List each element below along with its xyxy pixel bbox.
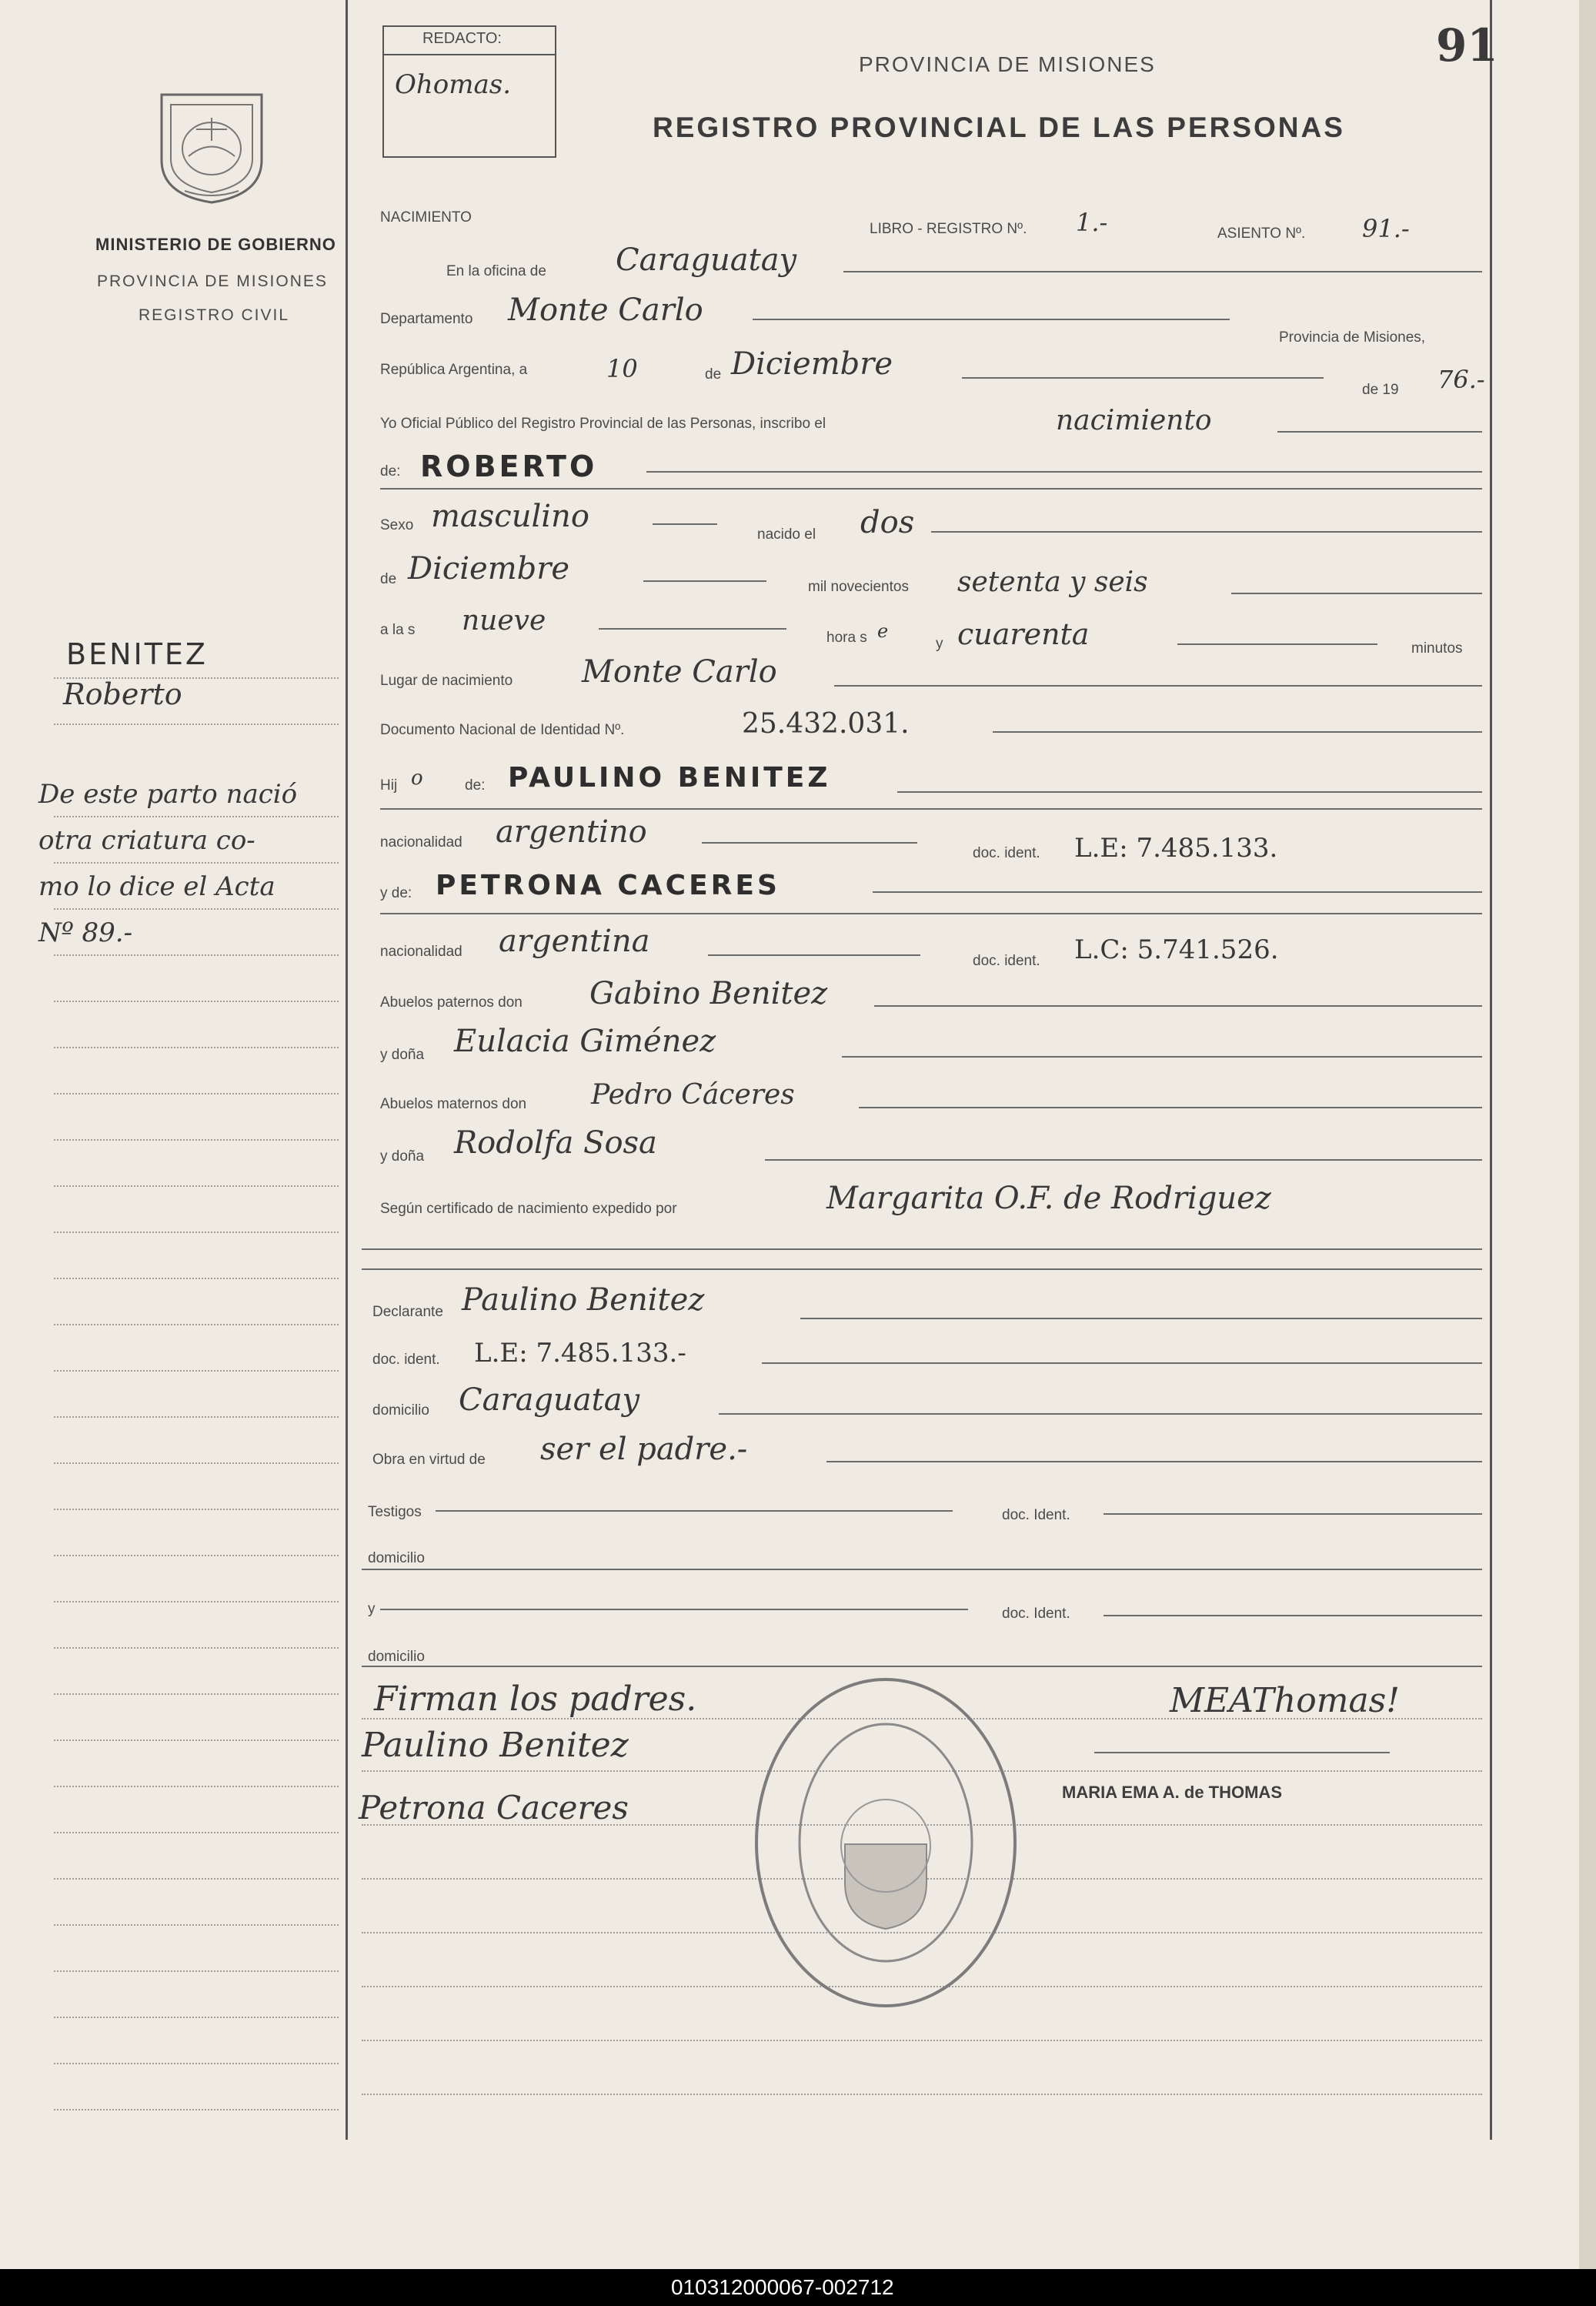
footer-code: 010312000067-002712 [671,2275,894,2299]
margin-dots-18 [54,1509,339,1510]
padre-rule-2 [380,808,1482,810]
documento-label: Documento Nacional de Identidad Nº. [380,722,625,738]
libro-label: LIBRO - REGISTRO Nº. [870,221,1027,237]
de-nombre-label: de: [380,463,401,480]
margin-dots-10 [54,1139,339,1141]
margin-dots-20 [54,1601,339,1603]
footer-strip [0,2269,1596,2306]
margin-note-line-3: mo lo dice el Acta [38,871,275,902]
hijo-suffix: o [411,767,423,790]
margin-dots-7 [54,1001,339,1002]
departamento-value: Monte Carlo [508,292,703,328]
testigo1-domicilio-label: domicilio [368,1550,425,1566]
abuela-materna-value: Rodolfa Sosa [454,1125,657,1161]
mother-signature: Petrona Caceres [359,1789,629,1826]
minutos-rule [1177,643,1377,645]
sig-dots-7 [362,2040,1482,2041]
provincia-misiones-label: Provincia de Misiones, [1279,329,1426,346]
mil-novecientos-label: mil novecientos [808,579,909,595]
nacido-label: nacido el [757,526,816,543]
inscribo-rule [1277,431,1482,433]
abuelos-maternos-label: Abuelos maternos don [380,1096,527,1112]
y-de-label: y de: [380,885,412,901]
margin-note-line-4: Nº 89.- [38,917,133,948]
margin-dots-4 [54,862,339,864]
madre-nacionalidad-label: nacionalidad [380,944,462,960]
oficina-rule [843,271,1482,272]
margin-dots-12 [54,1232,339,1233]
official-name: MARIA EMA A. de THOMAS [1062,1783,1282,1802]
madre-rule-2 [380,913,1482,914]
madre-rule [873,891,1482,893]
left-province-label: PROVINCIA DE MISIONES [97,272,328,290]
padre-nacionalidad-label: nacionalidad [380,834,462,851]
a-las-label: a la s [380,622,416,638]
obra-value: ser el padre.- [540,1432,748,1467]
testigo2-domicilio-label: domicilio [368,1649,425,1665]
dia-value: 10 [606,354,638,383]
declarante-label: Declarante [372,1304,443,1320]
domicilio-label: domicilio [372,1402,429,1419]
nacido-anio-value: setenta y seis [957,566,1148,598]
firman-text: Firman los padres. [374,1679,697,1719]
dni-rule [993,731,1482,733]
anio-value: 76.- [1437,365,1485,394]
margin-dots-24 [54,1786,339,1787]
madre-doc-label: doc. ident. [973,953,1040,969]
testigos-doc-label: doc. Ident. [1002,1507,1070,1523]
official-sig-rule [1094,1752,1390,1753]
abuela-paterna-rule [842,1056,1482,1058]
nacido-mes-rule [643,580,766,582]
obra-label: Obra en virtud de [372,1452,486,1468]
madre-doc-value: L.C: 5.741.526. [1074,934,1279,965]
minutos-value: cuarenta [957,617,1090,651]
hijo-de-label: de: [465,777,486,794]
official-signature: MEAThomas! [1170,1681,1400,1720]
padre-rule [897,791,1482,793]
margin-name: Roberto [63,677,182,711]
madre-nacionalidad-rule [708,954,920,956]
padre-nacionalidad-value: argentino [496,814,647,850]
minutos-label: minutos [1411,640,1463,657]
nombre-rule-2 [380,488,1482,490]
margin-dots-28 [54,1970,339,1972]
horas-suffix: e [877,620,889,642]
margin-note-line-2: otra criatura co- [38,825,255,856]
civil-registry-label: REGISTRO CIVIL [139,306,290,324]
lugar-rule [834,685,1482,687]
nacido-dia-value: dos [860,505,915,540]
republica-label: República Argentina, a [380,362,528,378]
certificado-rule [362,1248,1482,1250]
sexo-label: Sexo [380,517,414,533]
domicilio-rule [719,1413,1482,1415]
margin-dots-19 [54,1555,339,1556]
declarante-doc-rule [762,1362,1482,1364]
margin-dots-25 [54,1832,339,1833]
testigo2-doc-label: doc. Ident. [1002,1606,1070,1622]
redacto-line [384,54,555,55]
testigo2-doc-rule [1104,1615,1482,1616]
asiento-value: 91.- [1362,214,1410,243]
madre-value: PETRONA CACERES [436,870,780,901]
province-title: PROVINCIA DE MISIONES [859,52,1156,76]
coat-of-arms-icon [154,83,269,206]
right-border-line [1490,0,1492,2140]
sig-dots-8 [362,2094,1482,2095]
oficina-label: En la oficina de [446,263,546,279]
nacimiento-label: NACIMIENTO [380,209,472,226]
nacido-mes-value: Diciembre [408,551,570,587]
padre-nacionalidad-rule [702,842,917,844]
inscribo-value: nacimiento [1056,405,1212,436]
section-divider [362,1268,1482,1270]
redacto-box [382,25,556,158]
sexo-rule [653,523,717,525]
padre-value: PAULINO BENITEZ [508,762,831,794]
oficina-value: Caraguatay [616,242,797,278]
horas-rule [599,628,786,630]
padre-doc-value: L.E: 7.485.133. [1074,833,1278,864]
declarante-value: Paulino Benitez [462,1282,705,1318]
registry-title: REGISTRO PROVINCIAL DE LAS PERSONAS [653,112,1345,143]
margin-dots-8 [54,1047,339,1048]
horas-value: nueve [462,605,546,637]
certificado-value: Margarita O.F. de Rodriguez [826,1181,1271,1216]
declarante-rule [800,1318,1482,1319]
anio-label: de 19 [1362,382,1399,398]
margin-dots-14 [54,1324,339,1325]
declarante-doc-label: doc. ident. [372,1352,440,1368]
margin-dots-26 [54,1878,339,1880]
testigos-doc-rule [1104,1513,1482,1515]
margin-dots-11 [54,1185,339,1187]
declarante-doc-value: L.E: 7.485.133.- [474,1338,686,1369]
nombre-value: ROBERTO [420,450,598,483]
nombre-rule [646,471,1482,473]
libro-value: 1.- [1076,208,1108,237]
abuelo-paterno-value: Gabino Benitez [589,976,828,1011]
margin-dots-23 [54,1740,339,1741]
margin-dots-2 [54,724,339,725]
abuelos-paternos-label: Abuelos paternos don [380,994,523,1011]
y-label: y [936,636,943,652]
lugar-value: Monte Carlo [582,654,777,690]
abuelo-materno-rule [859,1107,1482,1108]
segun-label: Según certificado de nacimiento expedido por [380,1201,677,1217]
father-signature: Paulino Benitez [362,1726,629,1765]
testigo1-domicilio-rule [362,1569,1482,1570]
abuelo-paterno-rule [874,1005,1482,1007]
page-number: 91 [1436,19,1498,72]
abuela-paterna-value: Eulacia Giménez [454,1024,716,1059]
nacido-anio-rule [1231,593,1482,594]
sexo-value: masculino [431,499,589,534]
padre-doc-label: doc. ident. [973,845,1040,861]
abuela-materna-label: y doña [380,1148,425,1165]
testigo2-domicilio-rule [362,1666,1482,1667]
testigos-rule [436,1510,953,1512]
testigos-label: Testigos [368,1504,422,1520]
margin-dots-15 [54,1370,339,1372]
margin-dots-22 [54,1693,339,1695]
margin-note-line-1: De este parto nació [38,779,298,810]
de-mes-label: de [705,366,722,383]
departamento-rule [753,319,1230,320]
abuela-paterna-label: y doña [380,1047,425,1063]
margin-dots-29 [54,2017,339,2018]
obra-rule [826,1461,1482,1462]
horas-label: hora s [826,630,867,646]
domicilio-value: Caraguatay [459,1382,640,1418]
oficial-label: Yo Oficial Público del Registro Provincial de las Personas, inscribo el [380,416,826,432]
abuelo-materno-value: Pedro Cáceres [591,1079,795,1111]
margin-line [346,0,348,2140]
abuela-materna-rule [765,1159,1482,1161]
redacto-label: REDACTO: [422,30,502,47]
mes-value: Diciembre [731,346,893,382]
margin-dots-16 [54,1416,339,1418]
testigo2-y-label: y [368,1601,376,1617]
margin-dots-31 [54,2109,339,2110]
page-edge [1579,0,1596,2269]
margin-dots-6 [54,954,339,956]
redacto-value: Ohomas. [395,69,512,100]
margin-dots-9 [54,1093,339,1095]
nacido-rule [931,531,1482,533]
ministry-label: MINISTERIO DE GOBIERNO [95,235,336,254]
margin-dots-27 [54,1924,339,1926]
lugar-label: Lugar de nacimiento [380,673,513,689]
departamento-label: Departamento [380,311,473,327]
asiento-label: ASIENTO Nº. [1217,226,1306,242]
testigo2-rule [380,1609,968,1610]
madre-nacionalidad-value: argentina [499,924,650,959]
de-dia-label: de [380,571,397,587]
margin-dots-3 [54,816,339,817]
margin-dots-5 [54,908,339,910]
margin-surname: BENITEZ [66,637,208,671]
mes-rule [962,377,1324,379]
hijo-label: Hij [380,777,398,794]
margin-dots-30 [54,2063,339,2064]
margin-dots-13 [54,1278,339,1279]
margin-dots-21 [54,1647,339,1649]
margin-dots-17 [54,1462,339,1464]
registry-stamp [753,1675,1019,2010]
dni-value: 25.432.031. [742,708,910,740]
